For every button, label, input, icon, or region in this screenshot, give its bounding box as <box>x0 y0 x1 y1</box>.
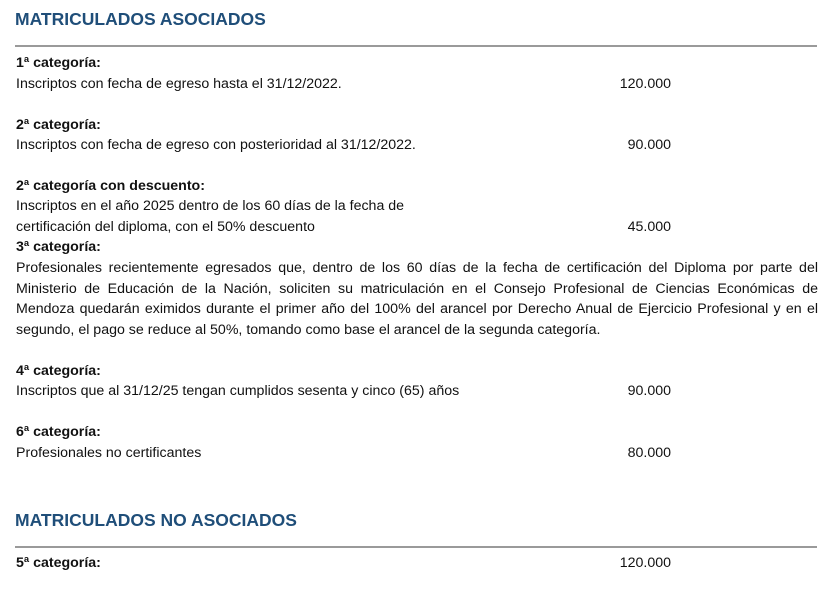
category-amount: 90.000 <box>627 383 671 399</box>
section-divider-no-asociados <box>15 546 817 548</box>
category-amount: 120.000 <box>619 76 671 92</box>
section-divider-asociados <box>15 45 817 47</box>
category-description-line2: certificación del diploma, con el 50% descuento <box>16 219 315 235</box>
category-description: Inscriptos con fecha de egreso con posterioridad al 31/12/2022. <box>16 137 416 153</box>
category-description-line1: Inscriptos en el año 2025 dentro de los 60 días de la fecha de <box>16 198 405 214</box>
category-label: 4ª categoría: <box>16 363 101 379</box>
category-label: 6ª categoría: <box>16 424 101 440</box>
section-title-asociados: MATRICULADOS ASOCIADOS <box>15 9 266 29</box>
category-amount: 90.000 <box>627 137 671 153</box>
category-label: 3ª categoría: <box>16 239 101 255</box>
category-amount: 80.000 <box>627 445 671 461</box>
category-label: 2ª categoría: <box>16 117 101 133</box>
category-amount: 120.000 <box>619 555 671 571</box>
category-label: 5ª categoría: <box>16 555 101 571</box>
category-description: Inscriptos que al 31/12/25 tengan cumplidos sesenta y cinco (65) años <box>16 383 460 399</box>
category-description: Inscriptos con fecha de egreso hasta el 31/12/2022. <box>16 76 342 92</box>
category-amount: 45.000 <box>627 219 671 235</box>
category-label: 1ª categoría: <box>16 55 101 71</box>
category-description: Profesionales recientemente egresados que, dentro de los 60 días de la fecha de certificación del Diploma por parte del Ministerio de Educación de la Nación, soliciten su matriculación en el Consejo Profesional de Ciencias Económicas de Mendoza quedarán eximidos durante el primer año del 100% del arancel por Derecho Anual de Ejercicio Profesional y en el segundo, el pago se reduce al 50%, tomando como base el arancel de la segunda categoría. <box>16 260 818 338</box>
section-title-no-asociados: MATRICULADOS NO ASOCIADOS <box>15 510 297 530</box>
category-label: 2ª categoría con descuento: <box>16 178 205 194</box>
category-description: Profesionales no certificantes <box>16 445 202 461</box>
